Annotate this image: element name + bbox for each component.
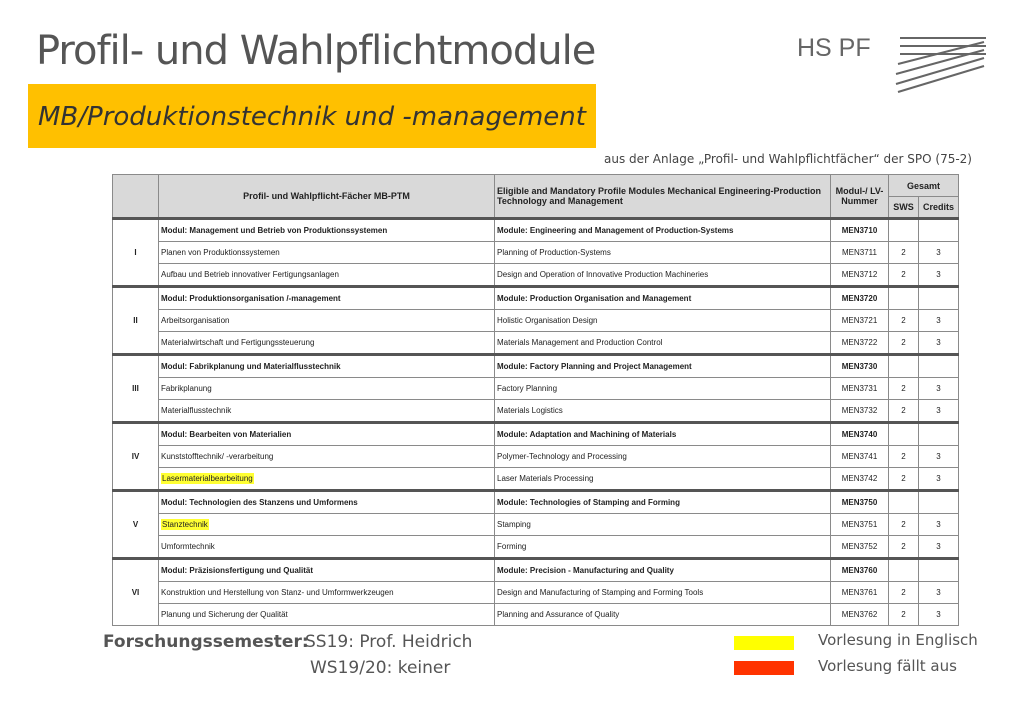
group-label: II bbox=[113, 287, 159, 355]
table-row bbox=[113, 242, 959, 264]
page-title: Profil- und Wahlpflichtmodule bbox=[36, 28, 596, 74]
cell-en: Module: Adaptation and Machining of Materials bbox=[495, 423, 831, 446]
brand-logo-icon bbox=[892, 34, 988, 94]
table-row bbox=[113, 264, 959, 287]
cell-sws: 2 bbox=[889, 264, 919, 287]
cell-de: Kunststofftechnik/ -verarbeitung bbox=[159, 446, 495, 468]
header-sws: SWS bbox=[889, 197, 919, 219]
group-label: III bbox=[113, 355, 159, 423]
table-row bbox=[113, 310, 959, 332]
cell-credits: 3 bbox=[919, 536, 959, 559]
source-note: aus der Anlage „Profil- und Wahlpflichtfächer“ der SPO (75-2) bbox=[604, 152, 972, 166]
cell-en: Module: Engineering and Management of Production-Systems bbox=[495, 219, 831, 242]
subtitle-banner bbox=[28, 84, 596, 148]
cell-number: MEN3750 bbox=[831, 491, 889, 514]
cell-en: Module: Precision - Manufacturing and Quality bbox=[495, 559, 831, 582]
header-de: Profil- und Wahlpflicht-Fächer MB-PTM bbox=[159, 175, 495, 219]
cell-de: Modul: Fabrikplanung und Materialflusstechnik bbox=[159, 355, 495, 378]
table-row bbox=[113, 446, 959, 468]
cell-number: MEN3730 bbox=[831, 355, 889, 378]
header-number: Modul-/ LV-Nummer bbox=[831, 175, 889, 219]
cell-credits: 3 bbox=[919, 604, 959, 626]
cell-number: MEN3761 bbox=[831, 582, 889, 604]
cell-sws bbox=[889, 491, 919, 514]
cell-de: Planung und Sicherung der Qualität bbox=[159, 604, 495, 626]
highlighted-text: Stanztechnik bbox=[162, 520, 208, 529]
table-row bbox=[113, 378, 959, 400]
legend-swatch-cancelled bbox=[734, 661, 794, 675]
legend-swatch-english bbox=[734, 636, 794, 650]
table-row bbox=[113, 423, 959, 446]
cell-de: Modul: Bearbeiten von Materialien bbox=[159, 423, 495, 446]
cell-credits bbox=[919, 355, 959, 378]
cell-credits: 3 bbox=[919, 264, 959, 287]
cell-sws: 2 bbox=[889, 310, 919, 332]
cell-credits bbox=[919, 287, 959, 310]
cell-number: MEN3710 bbox=[831, 219, 889, 242]
legend-text-english: Vorlesung in Englisch bbox=[818, 631, 978, 649]
cell-en: Materials Management and Production Control bbox=[495, 332, 831, 355]
cell-sws bbox=[889, 559, 919, 582]
cell-credits: 3 bbox=[919, 310, 959, 332]
cell-sws: 2 bbox=[889, 242, 919, 264]
cell-en: Forming bbox=[495, 536, 831, 559]
cell-number: MEN3712 bbox=[831, 264, 889, 287]
cell-number: MEN3720 bbox=[831, 287, 889, 310]
cell-en: Design and Manufacturing of Stamping and Forming Tools bbox=[495, 582, 831, 604]
cell-number: MEN3762 bbox=[831, 604, 889, 626]
cell-number: MEN3760 bbox=[831, 559, 889, 582]
cell-de: Modul: Management und Betrieb von Produktionssystemen bbox=[159, 219, 495, 242]
cell-de: Modul: Produktionsorganisation /-management bbox=[159, 287, 495, 310]
cell-en: Planning and Assurance of Quality bbox=[495, 604, 831, 626]
cell-en: Factory Planning bbox=[495, 378, 831, 400]
header-gesamt: Gesamt bbox=[889, 175, 959, 197]
cell-number: MEN3751 bbox=[831, 514, 889, 536]
footer-line-2: WS19/20: keiner bbox=[310, 658, 451, 678]
cell-en: Laser Materials Processing bbox=[495, 468, 831, 491]
table-row bbox=[113, 514, 959, 536]
module-table-body bbox=[113, 219, 959, 626]
cell-sws: 2 bbox=[889, 446, 919, 468]
cell-credits bbox=[919, 219, 959, 242]
cell-credits: 3 bbox=[919, 242, 959, 264]
cell-sws bbox=[889, 355, 919, 378]
cell-sws: 2 bbox=[889, 582, 919, 604]
cell-sws bbox=[889, 423, 919, 446]
cell-de: Materialflusstechnik bbox=[159, 400, 495, 423]
cell-de: Aufbau und Betrieb innovativer Fertigungsanlagen bbox=[159, 264, 495, 287]
table-row bbox=[113, 468, 959, 491]
table-row bbox=[113, 355, 959, 378]
cell-de bbox=[159, 514, 495, 536]
cell-en: Holistic Organisation Design bbox=[495, 310, 831, 332]
cell-number: MEN3731 bbox=[831, 378, 889, 400]
cell-sws bbox=[889, 287, 919, 310]
table-row bbox=[113, 582, 959, 604]
module-table bbox=[112, 174, 959, 626]
cell-en: Materials Logistics bbox=[495, 400, 831, 423]
cell-number: MEN3732 bbox=[831, 400, 889, 423]
cell-credits: 3 bbox=[919, 400, 959, 423]
cell-de: Modul: Präzisionsfertigung und Qualität bbox=[159, 559, 495, 582]
group-label: I bbox=[113, 219, 159, 287]
cell-de: Umformtechnik bbox=[159, 536, 495, 559]
cell-credits: 3 bbox=[919, 468, 959, 491]
cell-sws: 2 bbox=[889, 468, 919, 491]
cell-number: MEN3742 bbox=[831, 468, 889, 491]
cell-de bbox=[159, 468, 495, 491]
highlighted-text: Lasermaterialbearbeitung bbox=[162, 474, 253, 483]
cell-en: Module: Production Organisation and Management bbox=[495, 287, 831, 310]
group-label: VI bbox=[113, 559, 159, 626]
cell-en: Planning of Production-Systems bbox=[495, 242, 831, 264]
table-row bbox=[113, 219, 959, 242]
cell-sws: 2 bbox=[889, 604, 919, 626]
cell-credits: 3 bbox=[919, 582, 959, 604]
brand-name: HS PF bbox=[797, 34, 871, 62]
cell-number: MEN3740 bbox=[831, 423, 889, 446]
cell-en: Design and Operation of Innovative Production Machineries bbox=[495, 264, 831, 287]
footer-line-1: SS19: Prof. Heidrich bbox=[305, 632, 473, 652]
cell-en: Module: Technologies of Stamping and Forming bbox=[495, 491, 831, 514]
cell-credits bbox=[919, 491, 959, 514]
legend-text-cancelled: Vorlesung fällt aus bbox=[818, 657, 957, 675]
cell-sws: 2 bbox=[889, 400, 919, 423]
subtitle: MB/Produktionstechnik und -management bbox=[38, 102, 586, 132]
cell-sws: 2 bbox=[889, 514, 919, 536]
cell-en: Stamping bbox=[495, 514, 831, 536]
cell-sws: 2 bbox=[889, 378, 919, 400]
table-row bbox=[113, 491, 959, 514]
cell-credits bbox=[919, 559, 959, 582]
cell-sws bbox=[889, 219, 919, 242]
cell-credits: 3 bbox=[919, 332, 959, 355]
table-row bbox=[113, 536, 959, 559]
group-label: V bbox=[113, 491, 159, 559]
cell-de: Modul: Technologien des Stanzens und Umformens bbox=[159, 491, 495, 514]
cell-credits: 3 bbox=[919, 378, 959, 400]
cell-de: Materialwirtschaft und Fertigungssteuerung bbox=[159, 332, 495, 355]
cell-sws: 2 bbox=[889, 332, 919, 355]
table-row bbox=[113, 287, 959, 310]
cell-sws: 2 bbox=[889, 536, 919, 559]
table-row bbox=[113, 604, 959, 626]
table-row bbox=[113, 400, 959, 423]
cell-credits: 3 bbox=[919, 514, 959, 536]
group-label: IV bbox=[113, 423, 159, 491]
cell-en: Polymer-Technology and Processing bbox=[495, 446, 831, 468]
table-row bbox=[113, 559, 959, 582]
cell-credits bbox=[919, 423, 959, 446]
cell-de: Fabrikplanung bbox=[159, 378, 495, 400]
cell-credits: 3 bbox=[919, 446, 959, 468]
cell-number: MEN3752 bbox=[831, 536, 889, 559]
header-credits: Credits bbox=[919, 197, 959, 219]
cell-number: MEN3721 bbox=[831, 310, 889, 332]
table-row bbox=[113, 332, 959, 355]
cell-number: MEN3711 bbox=[831, 242, 889, 264]
cell-en: Module: Factory Planning and Project Management bbox=[495, 355, 831, 378]
cell-de: Arbeitsorganisation bbox=[159, 310, 495, 332]
cell-de: Konstruktion und Herstellung von Stanz- und Umformwerkzeugen bbox=[159, 582, 495, 604]
footer-label: Forschungssemester: bbox=[103, 632, 309, 652]
header-group bbox=[113, 175, 159, 219]
cell-number: MEN3722 bbox=[831, 332, 889, 355]
cell-number: MEN3741 bbox=[831, 446, 889, 468]
cell-de: Planen von Produktionssystemen bbox=[159, 242, 495, 264]
header-en: Eligible and Mandatory Profile Modules Mechanical Engineering-Production Technology and Management bbox=[495, 175, 831, 219]
